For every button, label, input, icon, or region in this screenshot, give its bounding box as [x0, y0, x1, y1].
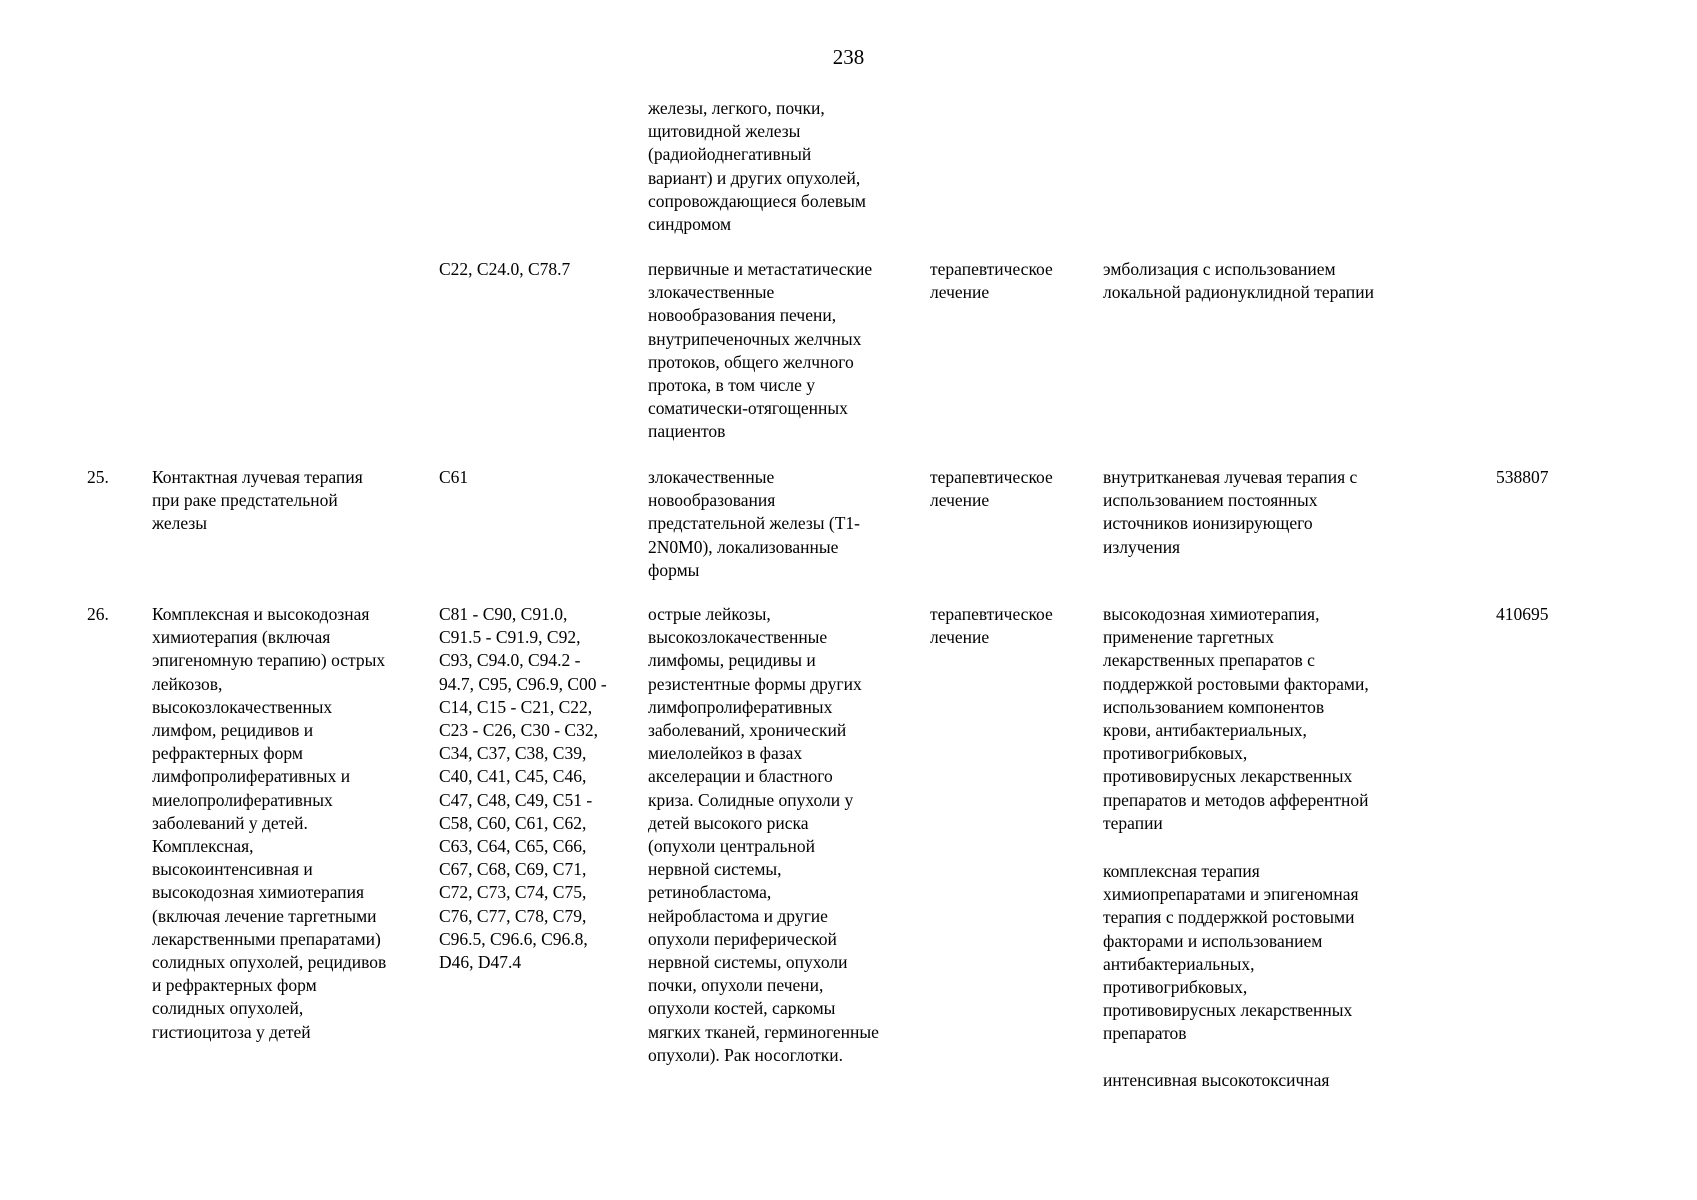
row-2-method-0: внутритканевая лучевая терапия с использованием постоянных источников ионизирующего излучения [1103, 467, 1358, 557]
row-0-model: железы, легкого, почки, щитовидной железы (радиойоднегативный вариант) и других опухолей, сопровождающиеся болевым синдромом [648, 98, 866, 235]
row-2-codes: C61 [439, 467, 469, 487]
row-1-codes: C22, C24.0, C78.7 [439, 259, 571, 279]
row-3-method-0: высокодозная химиотерапия, применение таргетных лекарственных препаратов с поддержкой ростовыми факторами, использованием компонентов крови, антибактериальных, противогрибковых, противовирусных лекарственных препаратов и методов афферентной терапии [1103, 604, 1369, 833]
row-3-codes: C81 - C90, C91.0, C91.5 - C91.9, C92, C93, C94.0, C94.2 - 94.7, C95, C96.9, C00 - C14, C15 - C21, C22, C23 - C26, C30 - C32, C34, C37, C38, C39, C40, C41, C45, C46, C47, C48, C49, C51 - C58, C60, C61, C62, C63, C64, C65, C66, C67, C68, C69, C71, C72, C73, C74, C75, C76, C77, C78, C79, C96.5, C96.6, C96.8, D46, D47.4 [439, 604, 607, 973]
row-2-model: злокачественные новообразования предстательной железы (T1- 2N0M0), локализованные формы [648, 467, 860, 580]
row-2-number: 25. [87, 467, 109, 487]
row-2-name: Контактная лучевая терапия при раке предстательной железы [152, 467, 363, 534]
page-number: 238 [832, 45, 865, 69]
row-3-cost: 410695 [1496, 604, 1549, 624]
row-3-name: Комплексная и высокодозная химиотерапия (включая эпигеномную терапию) острых лейкозов, высокозлокачественных лимфом, рецидивов и рефрактерных форм лимфопролиферативных и миелопролиферативных заболеваний у детей. Комплексная, высокоинтенсивная и высокодозная химиотерапия (включая лечение таргетными лекарственными препаратами) солидных опухолей, рецидивов и рефрактерных форм солидных опухолей, гистиоцитоза у детей [152, 604, 387, 1042]
row-1-method-0: эмболизация с использованием локальной радионуклидной терапии [1103, 259, 1375, 303]
row-3-number: 26. [87, 604, 109, 624]
row-3-method-1: комплексная терапия химиопрепаратами и эпигеномная терапия с поддержкой ростовыми факторами и использованием антибактериальных, противогрибковых, противовирусных лекарственных препаратов [1103, 861, 1359, 1044]
row-3-treatment-type: терапевтическое лечение [930, 604, 1053, 648]
row-1-model: первичные и метастатические злокачественные новообразования печени, внутрипеченочных желчных протоков, общего желчного протока, в том числе у соматически-отягощенных пациентов [648, 259, 873, 442]
row-2-cost: 538807 [1496, 467, 1549, 487]
row-2-treatment-type: терапевтическое лечение [930, 467, 1053, 511]
row-3-method-2: интенсивная высокотоксичная [1103, 1070, 1330, 1090]
row-1-treatment-type: терапевтическое лечение [930, 259, 1053, 303]
row-3-model: острые лейкозы, высокозлокачественные лимфомы, рецидивы и резистентные формы других лимфопролиферативных заболеваний, хронический миелолейкоз в фазах акселерации и бластного криза. Солидные опухоли у детей высокого риска (опухоли центральной нервной системы, ретинобластома, нейробластома и другие опухоли периферической нервной системы, опухоли почки, опухоли печени, опухоли костей, саркомы мягких тканей, герминогенные опухоли). Рак носоглотки. [648, 604, 879, 1065]
